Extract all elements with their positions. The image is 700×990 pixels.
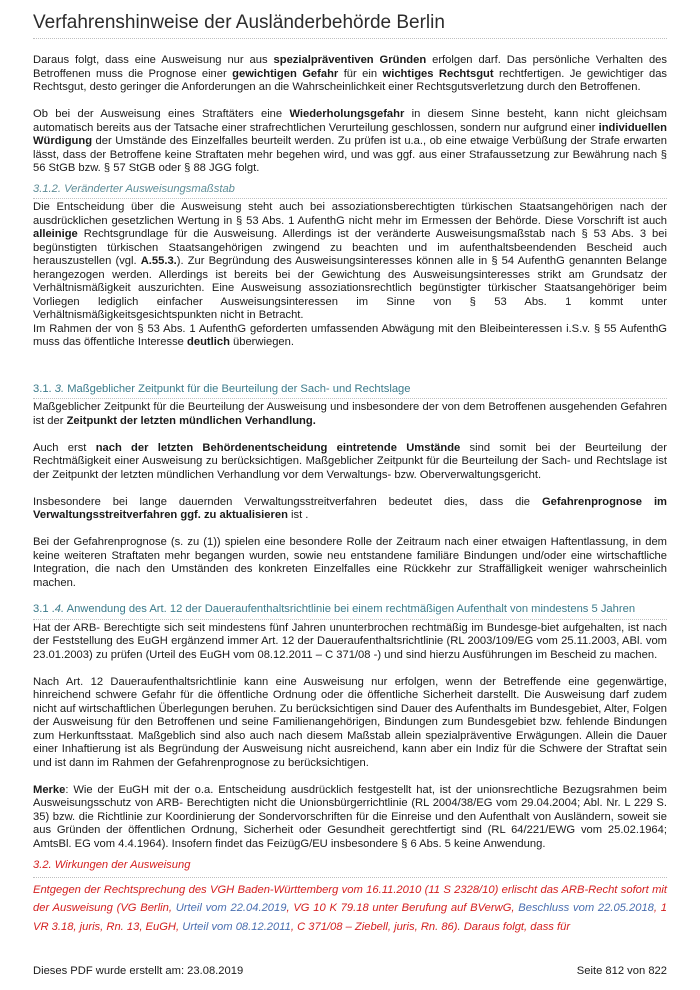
link-beschluss-22-05-2018[interactable]: Beschluss vom 22.05.2018 <box>518 902 654 914</box>
paragraph-zeitpunkt: Maßgeblicher Zeitpunkt für die Beurteilung der Ausweisung und insbesondere der von dem Betroffenen ausgehenden Gefahren ist der Zeitpunkt der letzten mündlichen Verhandlung. <box>33 401 667 427</box>
paragraph-arb-berechtigte: Hat der ARB- Berechtigte sich seit mindestens fünf Jahren ununterbrochen rechtmäßig im Bundesge-biet aufgehalten, ist nach der Feststellung des EuGH ergänzend immer Art. 12 der Daueraufenthaltsrichtlinie (RL 2003/109/EG vom 25.11.2003, ABl. vom 23.01.2003) zu prüfen (Urteil des EuGH vom 08.12.2011 – C 371/08 -) und sind hierzu Ausführungen im Bescheid zu machen. <box>33 621 667 661</box>
paragraph-abwaegung: Im Rahmen der von § 53 Abs. 1 AufenthG geforderten umfassenden Abwägung mit den Bleibeinteressen i.S.v. § 55 AufenthG muss das öffentliche Interesse deutlich überwiegen. <box>33 322 667 348</box>
section-heading-3-1-3: 3.1. 3. Maßgeblicher Zeitpunkt für die Beurteilung der Sach- und Rechtslage <box>33 382 411 395</box>
footer-created-date: Dieses PDF wurde erstellt am: 23.08.2019 <box>33 965 244 977</box>
paragraph-wiederholungsgefahr: Ob bei der Ausweisung eines Straftäters eine Wiederholungsgefahr in diesem Sinne besteht, kann nicht gleichsam automatisch bereits aus der Tatsache einer strafrechtlichen Verurteilung geschlossen, sondern nur aufgrund einer individuellen Würdigung der Umstände des Einzelfalles beurteilt werden. Zu prüfen ist u.a., ob eine etwaige Verbüßung der Strafe erwarten lässt, dass der Betroffene keine Straftaten mehr begehen wird, und was ggf. aus einer Strafaussetzung zur Bewährung nach § 56 StGB bzw. § 57 StGB oder § 88 JGG folgt. <box>33 108 667 174</box>
footer-page-number: Seite 812 von 822 <box>576 965 667 977</box>
section-divider <box>33 198 667 199</box>
paragraph-ausweisungsmassstab: Die Entscheidung über die Ausweisung steht auch bei assoziationsberechtigten türkischen Staatsangehörigen nach der ausdrücklichen gesetzlichen Wertung in § 53 Abs. 1 AufenthG nicht mehr im Ermessen der Behörde. Diese Vorschrift ist auch alleinige Rechtsgrundlage für die Ausweisung. Allerdings ist der veränderte Ausweisungsmaßstab nach § 53 Abs. 3 bei begünstigten türkischen Staatsangehörigen zwingend zu beachten und im aufenthaltsbeendenden Bescheid auch herauszustellen (vgl. A.55.3.). Zur Begründung des Ausweisungsinteresses können alle in § 54 AufenthG genannten Belange herangezogen werden. Allerdings ist bereits bei der Gewichtung des Ausweisungsinteresses strikt am Grundsatz der Verhältnismäßigkeit auszurichten. Eine Ausweisung assoziationsrechtlich begünstigter türkischer Staatsangehöriger beim Vorliegen lediglich einfacher Ausweisungsinteressen im Sinne von § 53 Abs. 1 kommt unter Verhältnismäßigkeitsgesichtspunkten nicht in Betracht. <box>33 201 667 321</box>
paragraph-art-12: Nach Art. 12 Daueraufenthaltsrichtlinie kann eine Ausweisung nur erfolgen, wenn der Betreffende eine gegenwärtige, hinreichend schwere Gefahr für die öffentliche Ordnung oder die öffentliche Sicherheit darstellt. Die Ausweisung darf zudem nicht auf wirtschaftlichen Überlegungen beruhen. Zu berücksichtigen sind Dauer des Aufenthalts im Bundesgebiet, Alter, Folgen der Ausweisung für den Betroffenen und seine Familienangehörigen, Bindungen zum Bundesgebiet bzw. fehlende Bindungen zum Herkunftsstaat. Maßgeblich sind also auch nach diesem Maßstab allein spezialpräventive Erwägungen. Allein die Dauer einer Inhaftierung ist als Begründung der Ausweisung nicht ausreichend, kann aber ein Indiz für die Schwere der Straftat sein und ist dann im Rahmen der Gefahrenprognose zu berücksichtigen. <box>33 675 667 769</box>
header-divider <box>33 38 667 39</box>
section-divider <box>33 398 667 399</box>
paragraph-verwaltungsstreitverfahren: Insbesondere bei lange dauernden Verwaltungsstreitverfahren bedeutet dies, dass die Gefahrenprognose im Verwaltungsstreitverfahren ggf. zu aktualisieren ist . <box>33 495 667 521</box>
page-header <box>33 11 667 39</box>
page-title: Verfahrenshinweise der Ausländerbehörde Berlin <box>33 12 445 33</box>
paragraph-gefahrenprognose: Bei der Gefahrenprognose (s. zu (1)) spielen eine besondere Rolle der Zeitraum nach einer etwaigen Haftentlassung, in dem keine weiteren Straftaten mehr begangen wurden, sowie neu entstandene familiäre Bindungen und/oder eine wirtschaftliche Integration, die nach den Umständen des konkreten Einzelfalles eine Rückkehr zur Straffälligkeit weniger wahrscheinlich machen. <box>33 536 667 589</box>
section-heading-3-1-4: 3.1 .4. Anwendung des Art. 12 der Daueraufenthaltsrichtlinie bei einem rechtmäßigen Aufenthalt von mindestens 5 Jahren <box>33 603 636 615</box>
paragraph-merke: Merke: Wie der EuGH mit der o.a. Entscheidung ausdrücklich festgestellt hat, ist der unionsrechtliche Bezugsrahmen beim Ausweisungsschutz von ARB- Berechtigten nicht die Unionsbürgerrichtlinie (RL 2004/38/EG vom 29.04.2004; Abl. Nr. L 229 S. 35) bzw. die Richtlinie zur Koordinierung der Sondervorschriften für die Einreise und den Aufenthalt von Ausländern, soweit sie aus Gründen der öffentlichen Ordnung, Sicherheit oder Gesundheit gerechtfertigt sind (RL 64/221/EWG vom 25.02.1964; AmtsBl. EG vom 4.4.1964). Insofern findet das FeizügG/EU insbesondere § 6 Abs. 5 keine Anwendung. <box>33 783 667 850</box>
section-divider <box>33 877 667 878</box>
link-urteil-08-12-2011[interactable]: Urteil vom 08.12.2011 <box>182 920 291 933</box>
document-body <box>33 54 667 936</box>
paragraph-wirkungen: Entgegen der Rechtsprechung des VGH Baden-Württemberg vom 16.11.2010 (11 S 2328/10) erlischt das ARB-Recht sofort mit der Ausweisung (VG Berlin, Urteil vom 22.04.2019, VG 10 K 79.18 unter Berufung auf BVerwG, Beschluss vom 22.05.2018, 1 VR 3.18, juris, Rn. 13, EuGH, Urteil vom 08.12.2011, C 371/08 – Ziebell, juris, Rn. 86). Daraus folgt, dass für <box>33 883 667 933</box>
paragraph-behoerdenentscheidung: Auch erst nach der letzten Behördenentscheidung eintretende Umstände sind somit bei der Beurteilung der Rechtmäßigkeit einer Ausweisung zu berücksichtigen. Maßgeblicher Zeitpunkt für die Beurteilung der Sach- und Rechtslage ist der Zeitpunkt der letzten mündlichen Verhandlung vor dem Verwaltungs- bzw. Oberverwaltungsgericht. <box>33 441 667 481</box>
paragraph-spezialpraevention: Daraus folgt, dass eine Ausweisung nur aus spezialpräventiven Gründen erfolgen darf. Das persönliche Verhalten des Betroffenen muss die Prognose einer gewichtigen Gefahr für ein wichtiges Rechtsgut rechtfertigen. Je gewichtiger das Rechtsgut, desto geringer die Anforderungen an die Wahrscheinlichkeit einer Rechtsgutsverletzung durch den Betroffenen. <box>33 54 668 93</box>
subsection-heading-3-1-2: 3.1.2. Veränderter Ausweisungsmaßstab <box>33 182 235 195</box>
section-heading-3-2: 3.2. Wirkungen der Ausweisung <box>33 859 191 871</box>
section-divider <box>33 619 667 620</box>
link-urteil-22-04-2019[interactable]: Urteil vom 22.04.2019 <box>175 902 287 914</box>
